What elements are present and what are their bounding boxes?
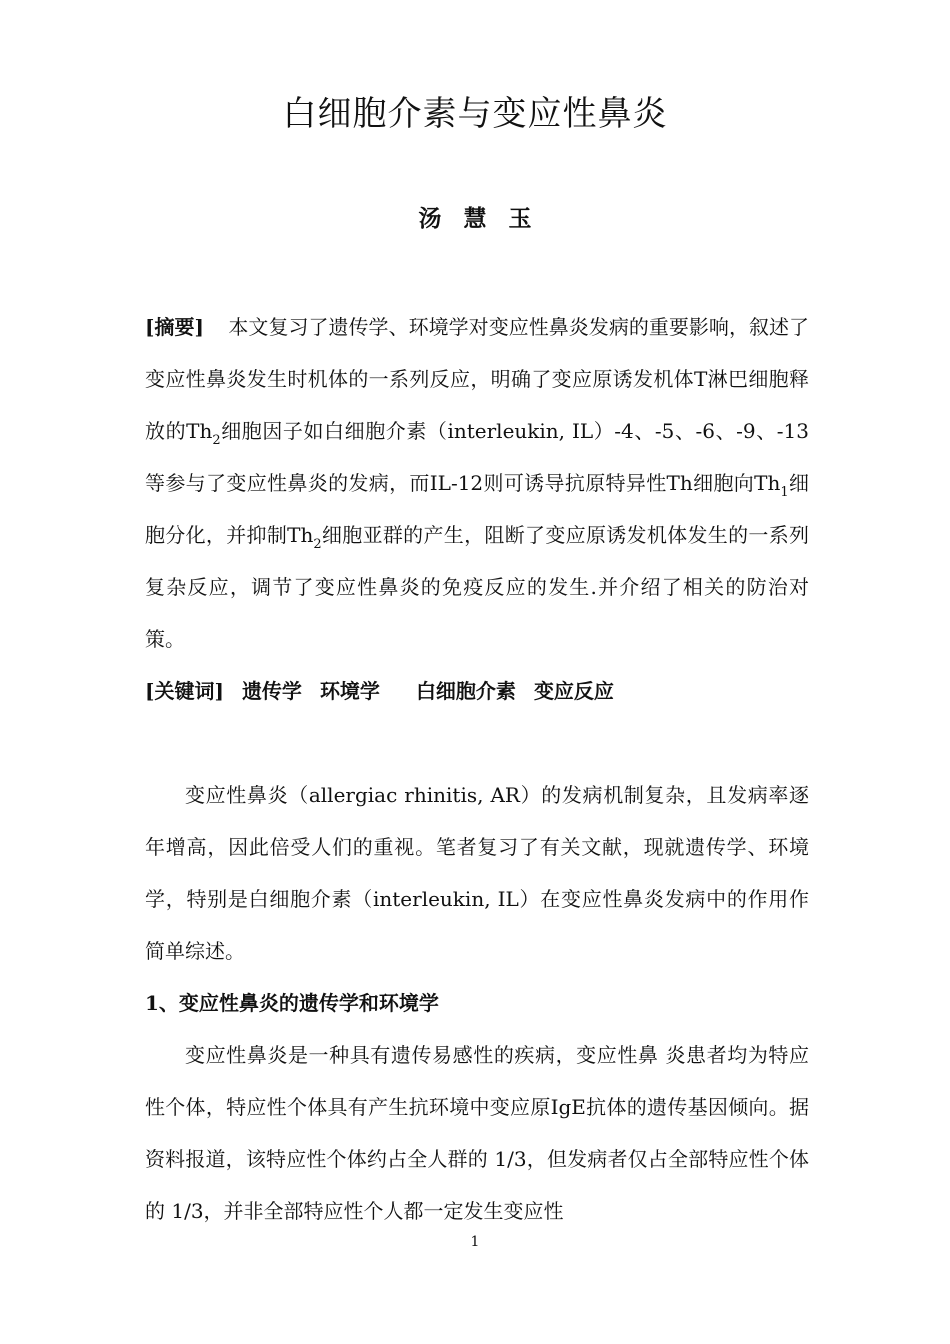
keyword-item: 白细胞介素	[415, 679, 516, 703]
subscript-2: 2	[212, 433, 221, 448]
section-heading: 1、变应性鼻炎的遗传学和环境学	[145, 991, 439, 1015]
abstract-text-a: 本文复习了遗传学、环境学对变应性鼻炎发病的重要影响，叙述了变应性鼻炎发生时机体的一系列反应，明确了变应原诱发机体T淋巴细胞释放的Th	[145, 315, 810, 443]
document-title: 白细胞介素与变应性鼻炎	[282, 94, 668, 134]
subscript-1: 1	[780, 485, 789, 500]
page-number: 1	[470, 1234, 480, 1250]
keyword-item: 环境学	[319, 679, 380, 703]
abstract-paragraph	[145, 301, 809, 665]
subscript-2: 2	[313, 537, 322, 552]
author-name: 汤慧玉	[418, 205, 554, 232]
document-body	[145, 301, 809, 1237]
keywords-label: [关键词]	[145, 679, 224, 703]
keyword-item: 遗传学	[241, 679, 302, 703]
section-paragraph: 变应性鼻炎是一种具有遗传易感性的疾病，变应性鼻 炎患者均为特应性个体，特应性个体具有产生抗环境中变应原IgE抗体的遗传基因倾向。据资料报道，该特应性个体约占全人群的 1/3，但发病者仅占全部特应性个体的 1/3，并非全部特应性个人都一定发生变应性	[145, 1043, 809, 1223]
abstract-label: [摘要]	[145, 315, 204, 339]
intro-paragraph: 变应性鼻炎（allergiac rhinitis, AR）的发病机制复杂，且发病率逐年增高，因此倍受人们的重视。笔者复习了有关文献，现就遗传学、环境学，特别是白细胞介素（interleukin, IL）在变应性鼻炎发病中的作用作简单综述。	[145, 783, 809, 963]
abstract-text-b: 细胞因子如白细胞介素（interleukin, IL）-4、-5、-6、-9、-13等参与了变应性鼻炎的发病，而IL-12则可诱导抗原特异性Th细胞向Th	[145, 419, 809, 495]
keyword-item: 变应反应	[533, 679, 614, 703]
abstract-text-d: 细胞亚群的产生，阻断了变应原诱发机体发生的一系列复杂反应，调节了变应性鼻炎的免疫反应的发生.并介绍了相关的防治对策。	[145, 523, 809, 651]
abstract-text-c: 细胞分化，并抑制Th	[145, 471, 809, 547]
keywords-line	[145, 665, 809, 717]
